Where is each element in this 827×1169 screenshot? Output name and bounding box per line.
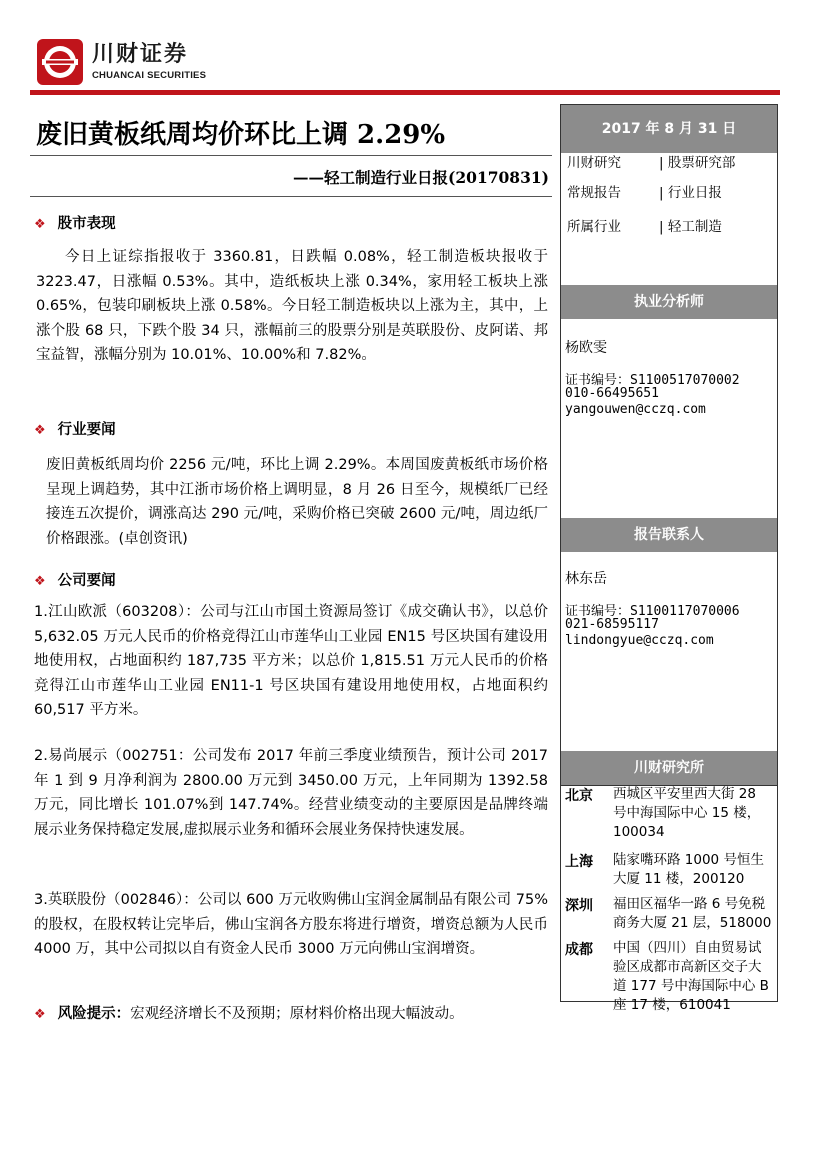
contact-phone: 021-68595117 [565, 617, 659, 632]
office-city: 深圳 [565, 898, 593, 914]
market-paragraph: 今日上证综指报收于 3360.81，日跌幅 0.08%，轻工制造板块报收于 3223.47，日涨幅 0.53%。其中，造纸板块上涨 0.34%，家用轻工板块上涨 0.65%，包装印刷板块上涨 0.58%。今日轻工制造板块以上涨为主，其中，上涨个股 68 只，下跌个股 34 只，涨幅前三的股票分别是英联股份、皮阿诺、邦宝益智，涨幅分别为 10.01%、10.00%和 7.82%。 [36, 249, 548, 363]
company-item: 3.英联股份（002846）：公司以 600 万元收购佛山宝润金属制品有限公司 75%的股权，在股权转让完毕后，佛山宝润各方股东将进行增资，增资总额为人民币 4000 万，其中公司拟以自有资金人民币 3000 万元向佛山宝润增资。 [34, 892, 548, 957]
meta-value: | 股票研究部 [659, 155, 736, 171]
diamond-bullet-icon: ❖ [34, 574, 46, 589]
institute-heading: 川财研究所 [561, 751, 777, 785]
logo-text [92, 42, 206, 81]
risk-label: 风险提示： [57, 1006, 131, 1022]
company-item: 1.江山欧派（603208）：公司与江山市国土资源局签订《成交确认书》，以总价 5,632.05 万元人民币的价格竞得江山市莲华山工业园 EN15 号区块国有建设用地使用权，占地面积约 187,735 平方米；以总价 1,815.51 万元人民币的价格竞得江山市莲华山工业园 EN11-1 号区块国有建设用地使用权，占地面积约 60,517 平方米。 [34, 604, 548, 718]
office-address: 福田区福华一路 6 号免税商务大厦 21 层，518000 [613, 896, 772, 931]
subtitle-divider [30, 196, 552, 197]
analyst-email[interactable]: yangouwen@cczq.com [565, 402, 706, 417]
office-city: 北京 [565, 788, 593, 804]
contact-name: 林东岳 [565, 571, 607, 587]
contact-heading: 报告联系人 [561, 518, 777, 552]
section-market-title: 股市表现 [57, 216, 116, 232]
meta-value: | 轻工制造 [659, 219, 722, 235]
analyst-cert: 证书编号：S1100517070002 [565, 373, 740, 388]
header-bar [30, 90, 780, 95]
report-subtitle: ——轻工制造行业日报(20170831) [293, 168, 549, 187]
section-market-heading [34, 212, 116, 233]
office-city: 上海 [565, 854, 593, 870]
diamond-bullet-icon: ❖ [34, 217, 46, 232]
office-address: 陆家嘴环路 1000 号恒生大厦 11 楼，200120 [613, 852, 764, 887]
sidebar [560, 104, 778, 1013]
company-item: 2.易尚展示（002751：公司发布 2017 年前三季度业绩预告，预计公司 2017 年 1 到 9 月净利润为 2800.00 万元到 3450.00 万元，上年同期为 1392.58 万元，同比增长 101.07%到 147.74%。经营业绩变动的主要原因是品牌终端展示业务保持稳定发展,虚拟展示业务和循环会展业务保持快速发展。 [34, 748, 548, 838]
office-city: 成都 [565, 942, 593, 958]
diamond-bullet-icon: ❖ [34, 1007, 46, 1022]
industry-paragraph: 废旧黄板纸周均价 2256 元/吨，环比上调 2.29%。本周国废黄板纸市场价格呈现上调趋势，其中江浙市场价格上调明显，8 月 26 日至今，规模纸厂已经接连五次提价，调涨高达 290 元/吨，采购价格已突破 2600 元/吨，周边纸厂价格跟涨。(卓创资讯) [46, 457, 548, 547]
company-logo [36, 38, 84, 86]
contact-cert: 证书编号：S1100117070006 [565, 604, 740, 619]
risk-text: 宏观经济增长不及预期；原材料价格出现大幅波动。 [130, 1006, 464, 1022]
meta-key: 常规报告 [567, 185, 621, 201]
risk-line [34, 1002, 464, 1023]
section-company-heading [34, 569, 116, 590]
logo-en: CHUANCAI SECURITIES [92, 70, 207, 81]
report-title: 废旧黄板纸周均价环比上调 2.29% [36, 120, 446, 150]
diamond-bullet-icon: ❖ [34, 423, 46, 438]
office-address: 西城区平安里西大街 28 号中海国际中心 15 楼，100034 [613, 786, 761, 840]
analyst-heading: 执业分析师 [561, 285, 777, 319]
contact-email[interactable]: lindongyue@cczq.com [565, 633, 714, 648]
logo-cn: 川财证券 [92, 42, 189, 67]
analyst-name: 杨欧雯 [565, 340, 607, 356]
meta-value: | 行业日报 [659, 185, 722, 201]
report-date: 2017 年 8 月 31 日 [561, 105, 777, 153]
meta-key: 川财研究 [567, 155, 621, 171]
meta-key: 所属行业 [567, 219, 621, 235]
section-industry-title: 行业要闻 [57, 422, 116, 438]
section-company-title: 公司要闻 [57, 573, 116, 589]
office-address: 中国（四川）自由贸易试验区成都市高新区交子大道 177 号中海国际中心 B 座 17 楼，610041 [613, 940, 769, 1013]
analyst-phone: 010-66495651 [565, 386, 659, 401]
section-industry-heading [34, 418, 116, 439]
title-divider [30, 155, 552, 156]
